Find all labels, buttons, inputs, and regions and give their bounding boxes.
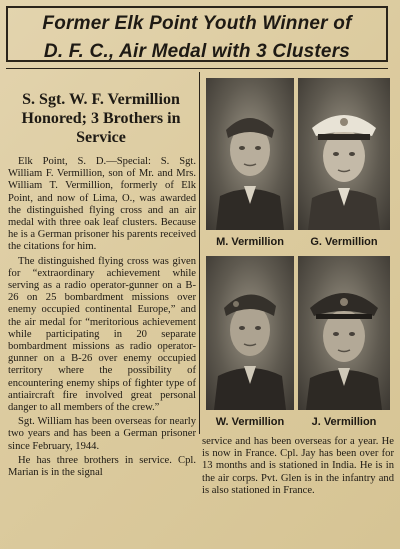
headline-line-1: Former Elk Point Youth Winner of — [42, 13, 352, 34]
portrait-garrison-cap — [206, 78, 294, 230]
caption-w-vermillion: W. Vermillion — [215, 416, 285, 428]
article-paragraph-4: He has three brothers in service. Cpl. Marian is in the signal — [8, 454, 196, 479]
photo-m-vermillion — [206, 78, 294, 230]
photo-j-vermillion — [298, 256, 390, 410]
article-paragraph-1: Elk Point, S. D.—Special: S. Sgt. William F. Vermillion, son of Mr. and Mrs. William T. Vermillion, formerly of Elk Point, and now of Lima, O., was awarded the distinguished flying cross and an air medal with three oak leaf clusters. Because he is a German prisoner his parents received the citations for him. — [8, 156, 196, 253]
photo-g-vermillion — [298, 78, 390, 230]
article-column-right — [202, 436, 394, 548]
portrait-service-cap — [298, 256, 390, 410]
portrait-service-cap — [298, 78, 390, 230]
article-paragraph-2: The distinguished flying cross was given for “extraordinary achievement while serving as a radio operator-gunner on a B-26 on 25 bombardment missions over enemy occupied continental Europe,” and the air medal for “meritorious achievement while participating in 20 separate bombardment missions as radio operator-gunner on a B-26 over enemy occupied territory where the possibility of encountering enemy ships of fighter type of antiaircraft fire involved great personal danger to all members of the crew.” — [8, 255, 196, 414]
caption-j-vermillion: J. Vermillion — [311, 416, 377, 428]
caption-m-vermillion: M. Vermillion — [216, 236, 284, 248]
article-column-left — [8, 156, 196, 548]
top-rule — [6, 68, 388, 69]
portrait-garrison-cap — [206, 256, 294, 410]
article-continuation: service and has been overseas for a year. He is now in France. Cpl. Jay has been over for 13 months and is stationed in India. He is in the air corps. Pvt. Glen is in the infantry and is also stationed in France. — [202, 436, 394, 496]
headline-line-2: D. F. C., Air Medal with 3 Clusters — [43, 41, 351, 62]
column-divider — [199, 72, 200, 434]
subhead: S. Sgt. W. F. Vermillion Honored; 3 Brothers in Service — [21, 91, 181, 146]
caption-g-vermillion: G. Vermillion — [310, 236, 378, 248]
article-paragraph-3: Sgt. William has been overseas for nearly two years and has been a German prisoner since February, 1944. — [8, 416, 196, 452]
headline-box — [6, 6, 388, 62]
photo-w-vermillion — [206, 256, 294, 410]
